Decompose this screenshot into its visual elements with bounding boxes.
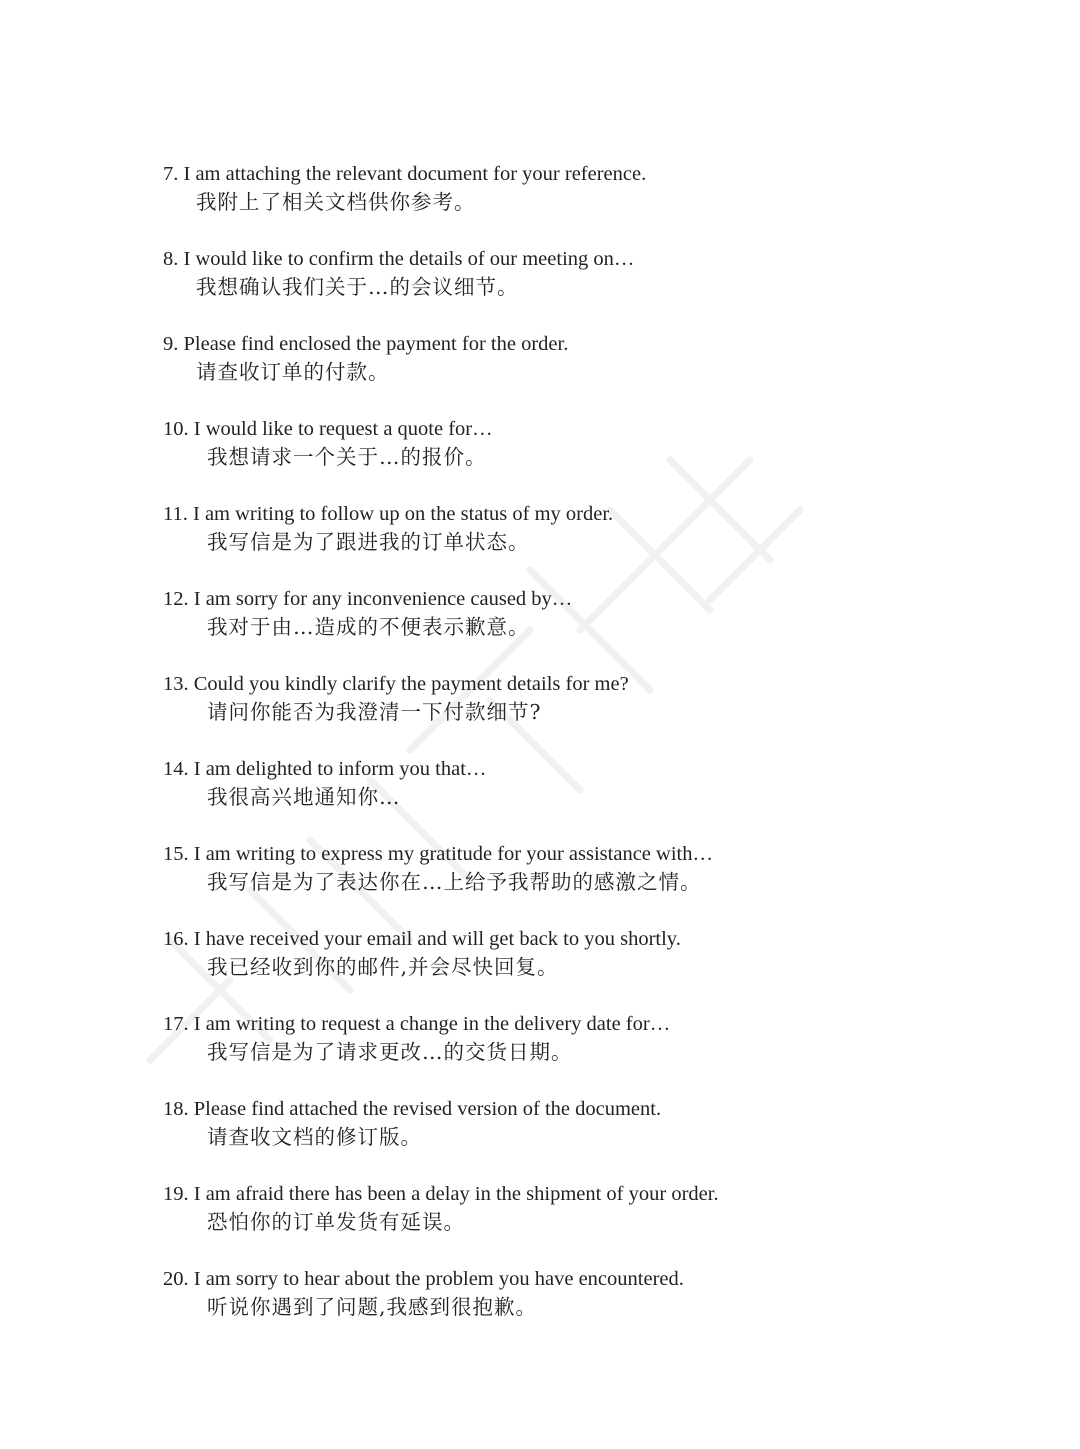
list-item [163,415,923,500]
chinese-translation: 请问你能否为我澄清一下付款细节? [207,700,542,724]
list-item [163,1095,923,1180]
list-item [163,1265,923,1350]
list-item [163,1180,923,1265]
chinese-translation: 我写信是为了表达你在…上给予我帮助的感激之情。 [207,870,702,894]
english-sentence: 15. I am writing to express my gratitude for your assistance with… [163,843,713,865]
english-sentence: 16. I have received your email and will get back to you shortly. [163,928,681,950]
english-sentence: 12. I am sorry for any inconvenience caused by… [163,588,573,610]
english-sentence: 9. Please find enclosed the payment for the order. [163,333,569,355]
list-item [163,1010,923,1095]
english-sentence: 13. Could you kindly clarify the payment details for me? [163,673,629,695]
english-sentence: 10. I would like to request a quote for… [163,418,493,440]
chinese-translation: 我附上了相关文档供你参考。 [196,190,476,214]
english-sentence: 8. I would like to confirm the details of our meeting on… [163,248,635,270]
chinese-translation: 我想请求一个关于…的报价。 [207,445,487,469]
list-item [163,925,923,1010]
chinese-translation: 我很高兴地通知你… [207,785,401,809]
chinese-translation: 我想确认我们关于…的会议细节。 [196,275,519,299]
list-item [163,245,923,330]
chinese-translation: 听说你遇到了问题,我感到很抱歉。 [207,1295,538,1319]
list-item [163,585,923,670]
chinese-translation: 我对于由…造成的不便表示歉意。 [207,615,530,639]
english-sentence: 18. Please find attached the revised version of the document. [163,1098,662,1120]
english-sentence: 17. I am writing to request a change in the delivery date for… [163,1013,671,1035]
english-sentence: 19. I am afraid there has been a delay in the shipment of your order. [163,1183,719,1205]
english-sentence: 7. I am attaching the relevant document for your reference. [163,163,647,185]
english-sentence: 14. I am delighted to inform you that… [163,758,487,780]
list-item [163,670,923,755]
list-item [163,330,923,415]
list-item [163,160,923,245]
chinese-translation: 请查收文档的修订版。 [207,1125,422,1149]
chinese-translation: 恐怕你的订单发货有延误。 [207,1210,465,1234]
english-sentence: 20. I am sorry to hear about the problem you have encountered. [163,1268,684,1290]
list-item [163,755,923,840]
list-item [163,840,923,925]
english-sentence: 11. I am writing to follow up on the status of my order. [163,503,614,525]
phrase-list [163,160,923,1350]
chinese-translation: 我写信是为了请求更改…的交货日期。 [207,1040,573,1064]
list-item [163,500,923,585]
chinese-translation: 我写信是为了跟进我的订单状态。 [207,530,530,554]
chinese-translation: 请查收订单的付款。 [196,360,390,384]
chinese-translation: 我已经收到你的邮件,并会尽快回复。 [207,955,559,979]
